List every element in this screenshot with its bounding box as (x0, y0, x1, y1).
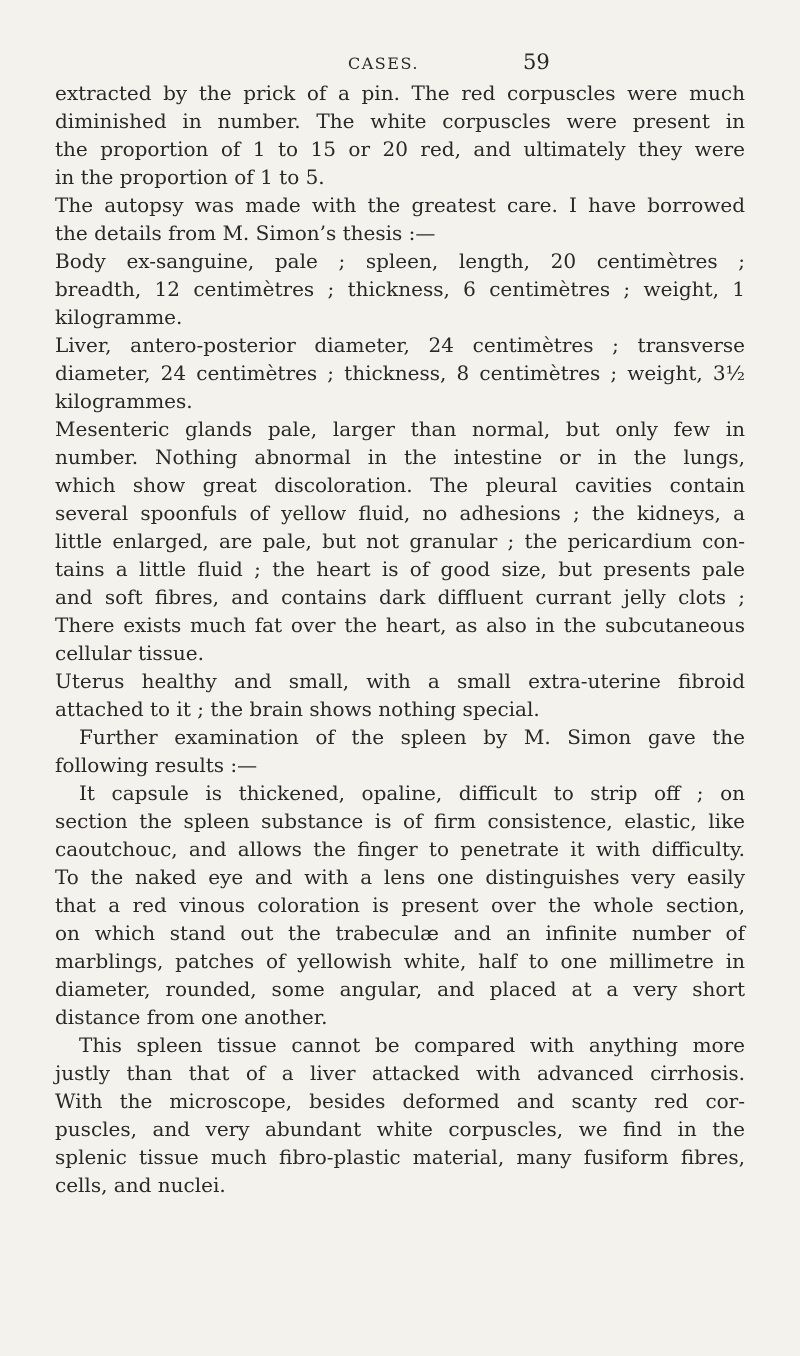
text-line: Mesenteric glands pale, larger than normal, but only few in (55, 417, 745, 441)
text-line: section the spleen substance is of firm consistence, elastic, like (55, 809, 745, 833)
text-line: Uterus healthy and small, with a small extra-uterine fibroid (55, 669, 745, 693)
text-line: This spleen tissue cannot be compared with anything more (79, 1033, 745, 1057)
text-line: number. Nothing abnormal in the intestine or in the lungs, (55, 445, 745, 469)
text-line: kilogrammes. (55, 389, 193, 413)
text-line: that a red vinous coloration is present over the whole section, (55, 893, 745, 917)
text-line: cells, and nuclei. (55, 1173, 226, 1197)
text-line: kilogramme. (55, 305, 183, 329)
text-line: the proportion of 1 to 15 or 20 red, and ultimately they were (55, 137, 745, 161)
text-line: It capsule is thickened, opaline, difficult to strip off ; on (79, 781, 745, 805)
text-line: tains a little fluid ; the heart is of good size, but presents pale (55, 557, 745, 581)
text-line: To the naked eye and with a lens one distinguishes very easily (55, 865, 745, 889)
text-line: caoutchouc, and allows the finger to penetrate it with difficulty. (55, 837, 745, 861)
text-line: diameter, rounded, some angular, and placed at a very short (55, 977, 745, 1001)
text-line: diminished in number. The white corpuscles were present in (55, 109, 745, 133)
text-line: There exists much fat over the heart, as also in the subcutaneous (55, 613, 745, 637)
text-line: on which stand out the trabeculæ and an infinite number of (55, 921, 745, 945)
text-line: Body ex-sanguine, pale ; spleen, length, 20 centimètres ; (55, 249, 745, 273)
running-head-title: CASES. (348, 54, 419, 73)
running-head (0, 50, 800, 76)
text-line: diameter, 24 centimètres ; thickness, 8 centimètres ; weight, 3½ (55, 361, 745, 385)
text-line: marblings, patches of yellowish white, half to one millimetre in (55, 949, 745, 973)
text-line: following results :— (55, 753, 258, 777)
text-line: Further examination of the spleen by M. Simon gave the (79, 725, 745, 749)
page-number: 59 (523, 50, 550, 74)
text-line: little enlarged, are pale, but not granular ; the pericardium con- (55, 529, 745, 553)
text-line: attached to it ; the brain shows nothing special. (55, 697, 540, 721)
text-line: splenic tissue much fibro-plastic material, many fusiform fibres, (55, 1145, 745, 1169)
text-line: the details from M. Simon’s thesis :— (55, 221, 436, 245)
text-line: in the proportion of 1 to 5. (55, 165, 325, 189)
text-line: and soft fibres, and contains dark diffluent currant jelly clots ; (55, 585, 745, 609)
text-line: With the microscope, besides deformed and scanty red cor- (55, 1089, 745, 1113)
text-line: cellular tissue. (55, 641, 204, 665)
text-line: several spoonfuls of yellow fluid, no adhesions ; the kidneys, a (55, 501, 745, 525)
text-line: puscles, and very abundant white corpuscles, we find in the (55, 1117, 745, 1141)
text-line: Liver, antero-posterior diameter, 24 centimètres ; transverse (55, 333, 745, 357)
text-line: extracted by the prick of a pin. The red corpuscles were much (55, 81, 745, 105)
text-line: The autopsy was made with the greatest care. I have borrowed (55, 193, 745, 217)
text-line: justly than that of a liver attacked with advanced cirrhosis. (55, 1061, 745, 1085)
text-line: which show great discoloration. The pleural cavities contain (55, 473, 745, 497)
text-line: breadth, 12 centimètres ; thickness, 6 centimètres ; weight, 1 (55, 277, 745, 301)
text-line: distance from one another. (55, 1005, 328, 1029)
